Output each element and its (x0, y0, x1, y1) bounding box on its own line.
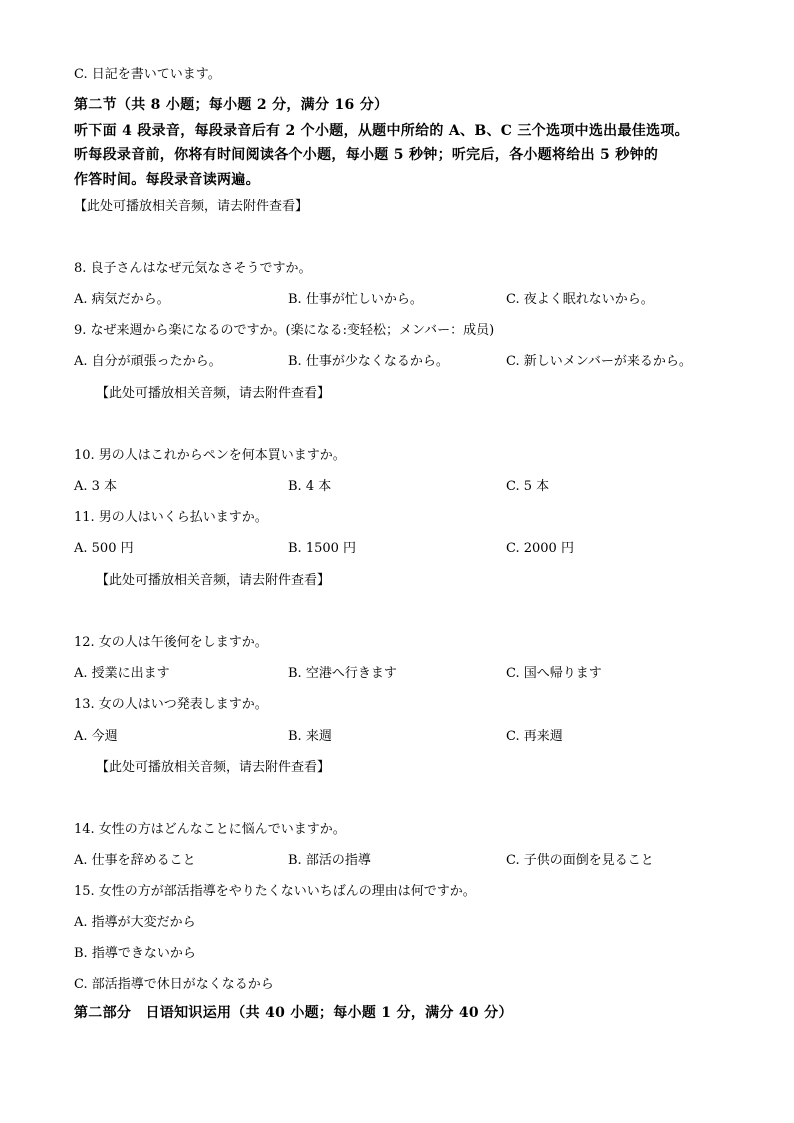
q13-option-a: A. 今週 (74, 729, 118, 744)
q13-option-c: C. 再来週 (506, 729, 563, 744)
audio-note: 【此处可播放相关音频，请去附件查看】 (96, 760, 331, 775)
q11-option-a: A. 500 円 (74, 541, 134, 556)
audio-note: 【此处可播放相关音频，请去附件查看】 (96, 573, 331, 588)
audio-note: 【此处可播放相关音频，请去附件查看】 (74, 199, 309, 214)
question-15: 15. 女性の方が部活指導をやりたくないいちばんの理由は何ですか。 (74, 884, 476, 899)
top-option-c: C. 日記を書いています。 (74, 67, 221, 82)
q11-option-c: C. 2000 円 (506, 541, 574, 556)
q10-option-a: A. 3 本 (74, 479, 118, 494)
q10-option-c: C. 5 本 (506, 479, 550, 494)
section2-instruction-line-1: 听下面 4 段录音，每段录音后有 2 个小题，从题中所给的 A、B、C 三个选项中选出最佳选项。 (74, 123, 689, 139)
q14-option-b: B. 部活の指導 (288, 853, 371, 868)
question-14: 14. 女性の方はどんなことに悩んでいますか。 (74, 822, 346, 837)
section2-heading: 第二节（共 8 小题；每小题 2 分，满分 16 分） (74, 97, 389, 113)
q10-option-b: B. 4 本 (288, 479, 332, 494)
question-8: 8. 良子さんはなぜ元気なさそうですか。 (74, 261, 312, 276)
q12-option-c: C. 国へ帰ります (506, 666, 602, 681)
q14-option-c: C. 子供の面倒を見ること (506, 853, 654, 868)
q12-option-a: A. 授業に出ます (74, 666, 170, 681)
q13-option-b: B. 来週 (288, 729, 332, 744)
question-12: 12. 女の人は午後何をしますか。 (74, 635, 268, 650)
q9-option-c: C. 新しいメンバーが来るから。 (506, 354, 692, 369)
question-11: 11. 男の人はいくら払いますか。 (74, 510, 268, 525)
q15-option-c: C. 部活指導で休日がなくなるから (74, 977, 274, 992)
q9-option-a: A. 自分が頑張ったから。 (74, 354, 222, 369)
part2-heading: 第二部分 日语知识运用（共 40 小题；每小题 1 分，满分 40 分） (74, 1005, 513, 1021)
q8-option-a: A. 病気だから。 (74, 292, 170, 307)
q12-option-b: B. 空港へ行きます (288, 666, 397, 681)
q14-option-a: A. 仕事を辞めること (74, 853, 196, 868)
q15-option-a: A. 指導が大変だから (74, 915, 196, 930)
section2-instruction-line-2: 听每段录音前，你将有时间阅读各个小题，每小题 5 秒钟；听完后，各小题将给出 5 秒钟的 (74, 147, 659, 163)
section2-instruction-line-3: 作答时间。每段录音读两遍。 (74, 172, 260, 188)
question-9: 9. なぜ来週から楽になるのですか。(楽になる:变轻松；メンバー：成员) (74, 323, 495, 338)
q9-option-b: B. 仕事が少なくなるから。 (288, 354, 449, 369)
question-13: 13. 女の人はいつ発表しますか。 (74, 697, 268, 712)
question-10: 10. 男の人はこれからペンを何本買いますか。 (74, 448, 346, 463)
q15-option-b: B. 指導できないから (74, 946, 196, 961)
q8-option-b: B. 仕事が忙しいから。 (288, 292, 423, 307)
audio-note: 【此处可播放相关音频，请去附件查看】 (96, 386, 331, 401)
q8-option-c: C. 夜よく眠れないから。 (506, 292, 654, 307)
q11-option-b: B. 1500 円 (288, 541, 357, 556)
